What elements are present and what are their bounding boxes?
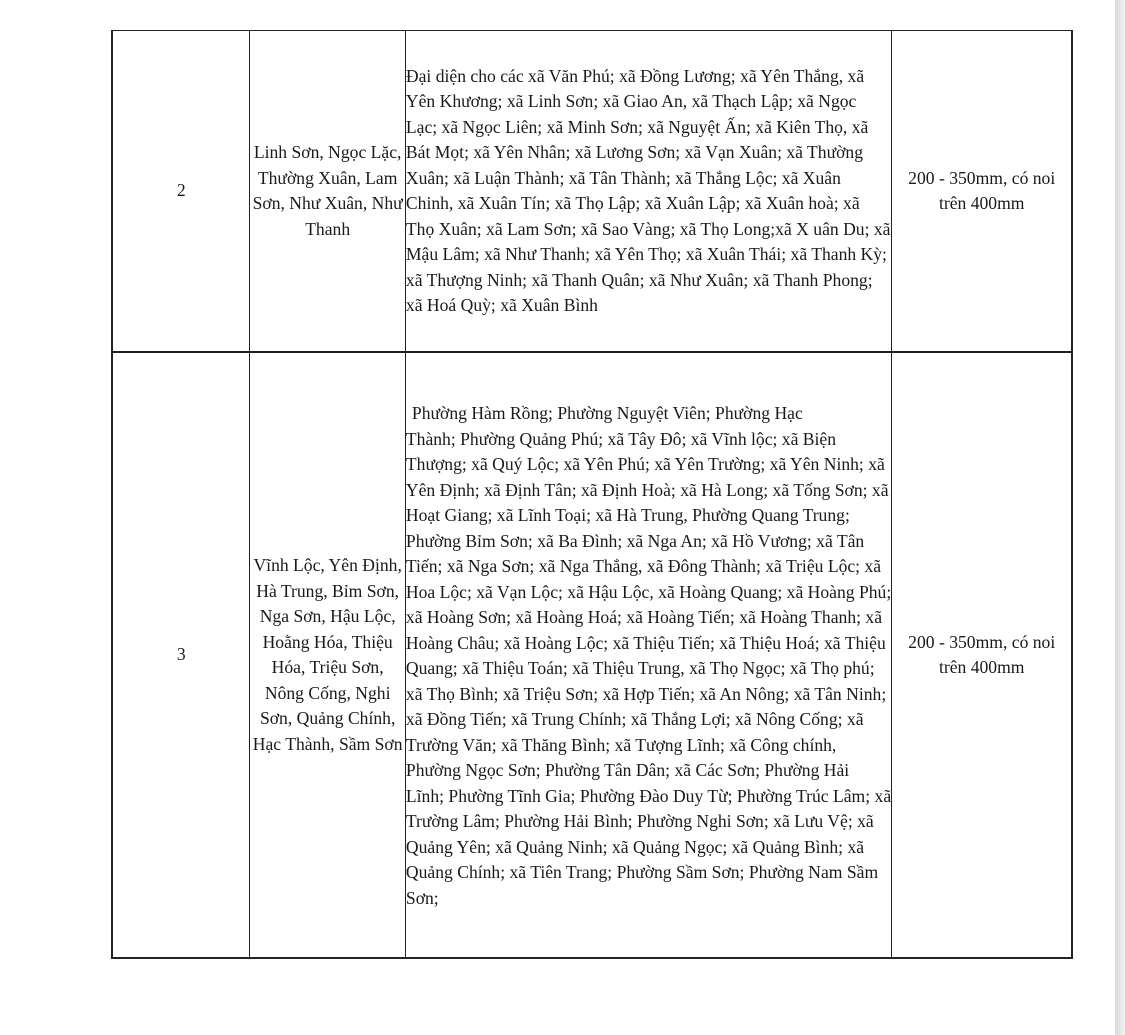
rainfall-value: 200 - 350mm, có noi trên 400mm — [908, 167, 1056, 213]
table-row — [112, 31, 1072, 353]
wards-cell — [405, 352, 892, 958]
ward-list-first-line: Phường Hàm Rồng; Phường Nguyệt Viên; Phường Hạc — [411, 403, 803, 423]
ward-list-rest: Thành; Phường Quảng Phú; xã Tây Đô; xã Vĩnh lộc; xã Biện Thượng; xã Quý Lộc; xã Yên Phú; xã Yên Trường; xã Yên Ninh; xã Yên Định; xã Định Tân; xã Định Hoà; xã Hà Long; xã Tống Sơn; xã Hoạt Giang; xã Lĩnh Toại; xã Hà Trung, Phường Quang Trung; Phường Bỉm Sơn; xã Ba Đình; xã Nga An; xã Hồ Vương; xã Tân Tiến; xã Nga Sơn; xã Nga Thắng, xã Đông Thành; xã Triệu Lộc; xã Hoa Lộc; xã Vạn Lộc; xã Hậu Lộc, xã Hoàng Quang; xã Hoàng Phú; xã Hoàng Sơn; xã Hoàng Hoá; xã Hoàng Tiến; xã Hoàng Thanh; xã Hoàng Châu; xã Hoàng Lộc; xã Thiệu Tiến; xã Thiệu Hoá; xã Thiệu Quang; xã Thiệu Toán; xã Thiệu Trung, xã Thọ Ngọc; xã Thọ phú; xã Thọ Bình; xã Triệu Sơn; xã Hợp Tiến; xã An Nông; xã Tân Ninh; xã Đồng Tiến; xã Trung Chính; xã Thắng Lợi; xã Nông Cống; xã Trường Văn; xã Thăng Bình; xã Tượng Lĩnh; xã Công chính, Phường Ngọc Sơn; Phường Tân Dân; xã Các Sơn; Phường Hải Lĩnh; Phường Tĩnh Gia; Phường Đào Duy Từ; Phường Trúc Lâm; xã Trường Lâm; Phường Hải Bình; Phường Nghi Sơn; xã Lưu Vệ; xã Quảng Yên; xã Quảng Ninh; xã Quảng Ngọc; xã Quảng Bình; xã Quảng Chính; xã Tiên Trang; Phường Sầm Sơn; Phường Nam Sầm Sơn; — [405, 428, 892, 908]
wards-cell — [405, 31, 892, 353]
page-edge-shadow — [1115, 0, 1125, 1035]
ward-list: Đại diện cho các xã Văn Phú; xã Đồng Lương; xã Yên Thắng, xã Yên Khương; xã Linh Sơn; xã Giao An, xã Thạch Lập; xã Ngọc Lạc; xã Ngọc Liên; xã Minh Sơn; xã Nguyệt Ấn; xã Kiên Thọ, xã Bát Mọt; xã Yên Nhân; xã Lương Sơn; xã Vạn Xuân; xã Thường Xuân; xã Luận Thành; xã Tân Thành; xã Thắng Lộc; xã Xuân Chinh, xã Xuân Tín; xã Thọ Lập; xã Xuân Lập; xã Xuân hoà; xã Thọ Xuân; xã Lam Sơn; xã Sao Vàng; xã Thọ Long;xã X uân Du; xã Mậu Lâm; xã Như Thanh; xã Yên Thọ; xã Xuân Thái; xã Thanh Kỳ; xã Thượng Ninh; xã Thanh Quân; xã Như Xuân; xã Thanh Phong; xã Hoá Quỳ; xã Xuân Bình — [405, 65, 891, 315]
table-row — [112, 352, 1072, 958]
area-cell — [250, 31, 405, 353]
area-names: Linh Sơn, Ngọc Lặc, Thường Xuân, Lam Sơn, Như Xuân, Như Thanh — [252, 142, 403, 239]
rainfall-table — [111, 30, 1073, 959]
ward-list — [406, 399, 892, 911]
row-number-cell — [112, 352, 250, 958]
rainfall-value: 200 - 350mm, có noi trên 400mm — [908, 631, 1056, 677]
row-number-cell — [112, 31, 250, 353]
rainfall-cell — [892, 352, 1072, 958]
row-number: 2 — [176, 180, 186, 201]
rainfall-cell — [892, 31, 1072, 353]
row-number: 3 — [176, 644, 186, 665]
area-names: Vĩnh Lộc, Yên Định, Hà Trung, Bỉm Sơn, Nga Sơn, Hậu Lộc, Hoằng Hóa, Thiệu Hóa, Triệu Sơn, Nông Cống, Nghi Sơn, Quảng Chính, Hạc Thành, Sầm Sơn — [252, 555, 403, 754]
area-cell — [250, 352, 405, 958]
